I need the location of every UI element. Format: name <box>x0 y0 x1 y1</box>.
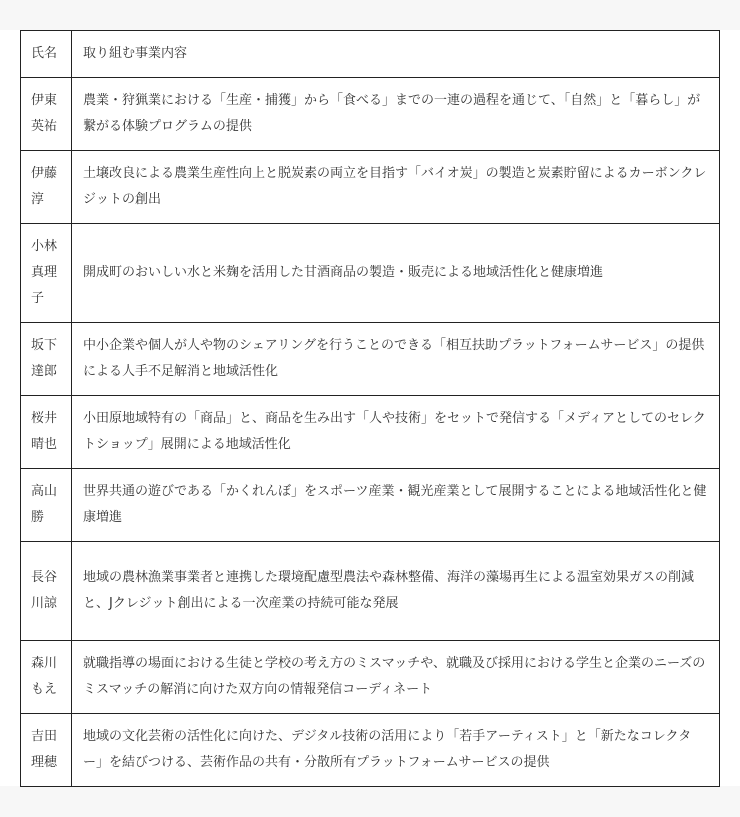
description-cell <box>72 714 720 787</box>
name-cell <box>21 469 72 542</box>
project-description: 世界共通の遊びである「かくれんぼ」をスポーツ産業・観光産業として展開することによる地域活性化と健康増進 <box>83 484 707 525</box>
project-description: 就職指導の場面における生徒と学校の考え方のミスマッチや、就職及び採用における学生と企業のニーズのミスマッチの解消に向けた双方向の情報発信コーディネート <box>83 656 706 697</box>
document-sheet <box>0 30 740 786</box>
description-cell <box>72 641 720 714</box>
person-name: 坂下達郎 <box>31 338 58 379</box>
name-cell <box>21 224 72 323</box>
name-cell <box>21 323 72 396</box>
description-cell <box>72 396 720 469</box>
project-description: 土壌改良による農業生産性向上と脱炭素の両立を目指す「バイオ炭」の製造と炭素貯留によるカーボンクレジットの創出 <box>83 166 707 207</box>
header-description-label: 取り組む事業内容 <box>83 46 188 61</box>
description-cell <box>72 469 720 542</box>
project-description: 中小企業や個人が人や物のシェアリングを行うことのできる「相互扶助プラットフォームサービス」の提供による人手不足解消と地域活性化 <box>83 338 705 379</box>
table-row <box>21 224 720 323</box>
person-name: 桜井晴也 <box>31 411 58 452</box>
table-row <box>21 396 720 469</box>
table-row <box>21 542 720 641</box>
name-cell <box>21 714 72 787</box>
project-description: 小田原地域特有の「商品」と、商品を生み出す「人や技術」をセットで発信する「メディアとしてのセレクトショップ」展開による地域活性化 <box>83 411 706 452</box>
description-cell <box>72 542 720 641</box>
project-description: 開成町のおいしい水と米麹を活用した甘酒商品の製造・販売による地域活性化と健康増進 <box>83 265 604 280</box>
name-cell <box>21 396 72 469</box>
name-cell <box>21 542 72 641</box>
person-name: 森川もえ <box>31 656 58 697</box>
description-cell <box>72 224 720 323</box>
table-row <box>21 714 720 787</box>
project-description: 農業・狩猟業における「生産・捕獲」から「食べる」までの一連の過程を通じて、「自然」と「暮らし」が繋がる体験プログラムの提供 <box>83 93 701 134</box>
table-row <box>21 323 720 396</box>
header-name-cell <box>21 31 72 78</box>
person-name: 吉田理穂 <box>31 729 58 770</box>
name-cell <box>21 151 72 224</box>
description-cell <box>72 78 720 151</box>
header-name-label: 氏名 <box>31 46 58 61</box>
table-row <box>21 151 720 224</box>
person-name: 高山勝 <box>31 484 58 525</box>
project-table <box>20 30 720 787</box>
description-cell <box>72 323 720 396</box>
table-row <box>21 78 720 151</box>
description-cell <box>72 151 720 224</box>
header-description-cell <box>72 31 720 78</box>
person-name: 長谷川諒 <box>31 570 58 611</box>
table-row <box>21 641 720 714</box>
person-name: 伊東英祐 <box>31 93 58 134</box>
table-row <box>21 469 720 542</box>
project-description: 地域の文化芸術の活性化に向けた、デジタル技術の活用により「若手アーティスト」と「新たなコレクター」を結びつける、芸術作品の共有・分散所有プラットフォームサービスの提供 <box>83 729 692 770</box>
name-cell <box>21 78 72 151</box>
table-header-row <box>21 31 720 78</box>
project-description: 地域の農林漁業事業者と連携した環境配慮型農法や森林整備、海洋の藻場再生による温室効果ガスの削減と、Jクレジット創出による一次産業の持続可能な発展 <box>83 570 695 611</box>
name-cell <box>21 641 72 714</box>
person-name: 伊藤淳 <box>31 166 58 207</box>
person-name: 小林真理子 <box>31 239 58 306</box>
